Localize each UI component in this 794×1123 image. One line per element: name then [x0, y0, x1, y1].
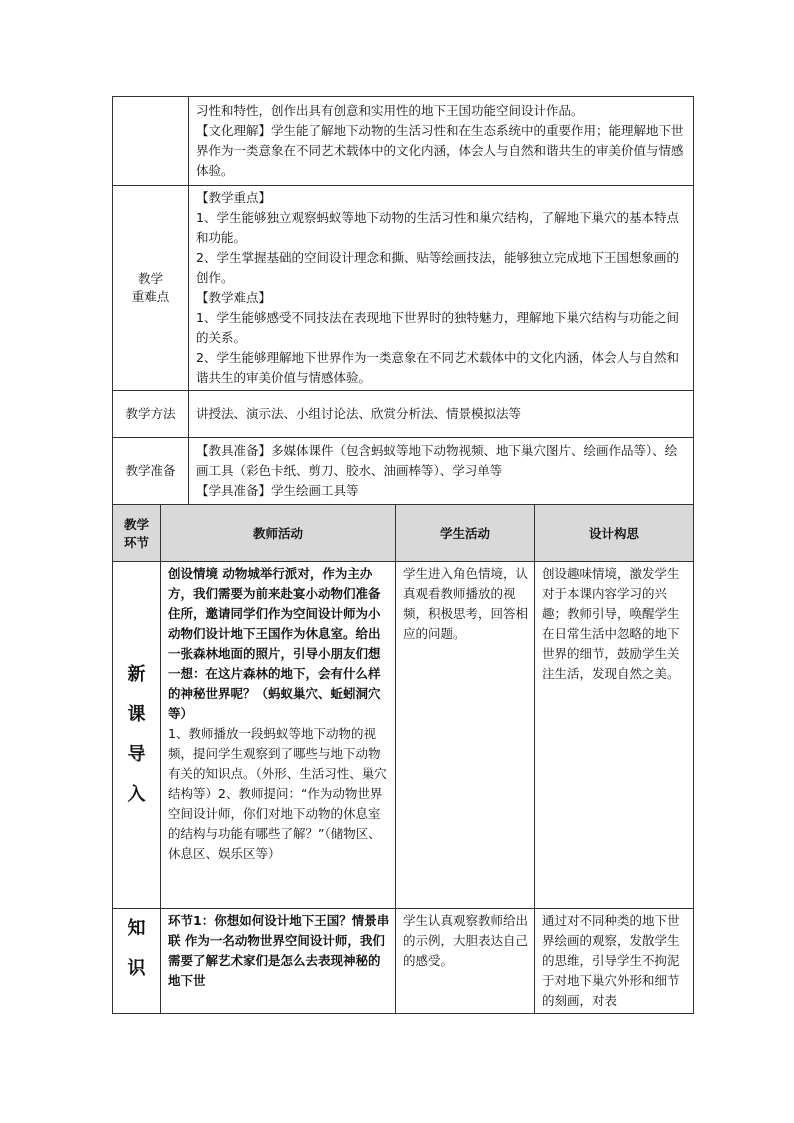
key-points-label-line-2: 重难点 [131, 289, 170, 304]
key-points-content [189, 186, 694, 391]
intro-stage-cell [113, 562, 161, 909]
key-point-heading: 【教学重点】 [196, 190, 272, 205]
stage-char: 入 [127, 784, 146, 805]
knowledge-student-activity: 学生认真观察教师给出的示例，大胆表达自己的感受。 [396, 909, 535, 1014]
teacher-materials: 【教具准备】多媒体课件（包含蚂蚁等地下动物视频、地下巢穴图片、绘画作品等）、绘画工具（彩色卡纸、剪刀、胶水、油画棒等）、学习单等 [196, 443, 678, 478]
stage-header [113, 505, 161, 562]
student-materials: 【学具准备】学生绘画工具等 [196, 483, 359, 498]
stage-char: 课 [127, 704, 146, 725]
methods-content: 讲授法、演示法、小组讨论法、欣赏分析法、情景模拟法等 [189, 391, 694, 438]
design-header: 设计构思 [535, 505, 694, 562]
key-points-label [113, 186, 189, 391]
stage-char: 导 [127, 744, 146, 765]
objectives-continuation-row [113, 97, 694, 186]
prep-content [189, 438, 694, 505]
key-point-item: 1、学生能够独立观察蚂蚁等地下动物的生活习性和巢穴结构，了解地下巢穴的基本特点和功能。 [196, 210, 679, 245]
intro-section-row [113, 562, 694, 909]
prep-row [113, 438, 694, 505]
lesson-plan-table [112, 96, 694, 1014]
objectives-line-1: 习性和特性，创作出具有创意和实用性的地下王国功能空间设计作品。 [196, 103, 584, 118]
intro-design-idea: 创设趣味情境，激发学生对于本课内容学习的兴趣；教师引导，唤醒学生在日常生活中忽略的地下世界的细节，鼓励学生关注生活，发现自然之美。 [535, 562, 694, 909]
knowledge-design-idea: 通过对不同种类的地下世界绘画的观察，发散学生的思维，引导学生不拘泥于对地下巢穴外形和细节的刻画，对表 [535, 909, 694, 1014]
difficulty-heading: 【教学难点】 [196, 290, 272, 305]
student-activity-header: 学生活动 [396, 505, 535, 562]
prep-label: 教学准备 [113, 438, 189, 505]
stage-header-line-1: 教学 [123, 517, 149, 532]
key-points-label-line-1: 教学 [137, 271, 163, 286]
intro-student-activity: 学生进入角色情境，认真观看教师播放的视频，积极思考，回答相应的问题。 [396, 562, 535, 909]
knowledge-section-row [113, 909, 694, 1014]
knowledge-stage-cell [113, 909, 161, 1014]
intro-teacher-activity [161, 562, 396, 909]
methods-label: 教学方法 [113, 391, 189, 438]
intro-scenario-text: 创设情境 动物城举行派对，作为主办方，我们需要为前来赴宴小动物们准备住所，邀请同学们作为空间设计师为小动物们设计地下王国作为休息室。给出一张森林地面的照片，引导小朋友们想一想：在这片森林的地下，会有什么样的神秘世界呢？（蚂蚁巢穴、蚯蚓洞穴等） [168, 566, 381, 721]
empty-label-cell [113, 97, 189, 186]
cultural-understanding-text: 【文化理解】学生能了解地下动物的生活习性和在生态系统中的重要作用；能理解地下世界作为一类意象在不同艺术载体中的文化内涵，体会人与自然和谐共生的审美价值与情感体验。 [196, 123, 684, 178]
knowledge-step-text: 环节1：你想如何设计地下王国？情景串联 作为一名动物世界空间设计师，我们需要了解艺术家们是怎么去表现神秘的地下世 [168, 913, 390, 988]
activity-header-row [113, 505, 694, 562]
objectives-cell [189, 97, 694, 186]
intro-teacher-steps: 1、教师播放一段蚂蚁等地下动物的视频，提问学生观察到了哪些与地下动物有关的知识点。（外形、生活习性、巢穴结构等）2、教师提问：“作为动物世界空间设计师，你们对地下动物的休息室的结构与功能有哪些了解？”（储物区、休息区、娱乐区等） [168, 726, 387, 861]
difficulty-item: 2、学生能够理解地下世界作为一类意象在不同艺术载体中的文化内涵，体会人与自然和谐共生的审美价值与情感体验。 [196, 350, 679, 385]
difficulty-item: 1、学生能够感受不同技法在表现地下世界时的独特魅力，理解地下巢穴结构与功能之间的关系。 [196, 310, 679, 345]
stage-char: 知 [127, 918, 146, 939]
key-points-row [113, 186, 694, 391]
stage-char: 新 [127, 664, 146, 685]
teacher-activity-header: 教师活动 [161, 505, 396, 562]
methods-row [113, 391, 694, 438]
stage-char: 识 [127, 958, 146, 979]
knowledge-teacher-activity [161, 909, 396, 1014]
stage-header-line-2: 环节 [123, 535, 149, 550]
key-point-item: 2、学生掌握基础的空间设计理念和撕、贴等绘画技法，能够独立完成地下王国想象画的创作。 [196, 250, 679, 285]
